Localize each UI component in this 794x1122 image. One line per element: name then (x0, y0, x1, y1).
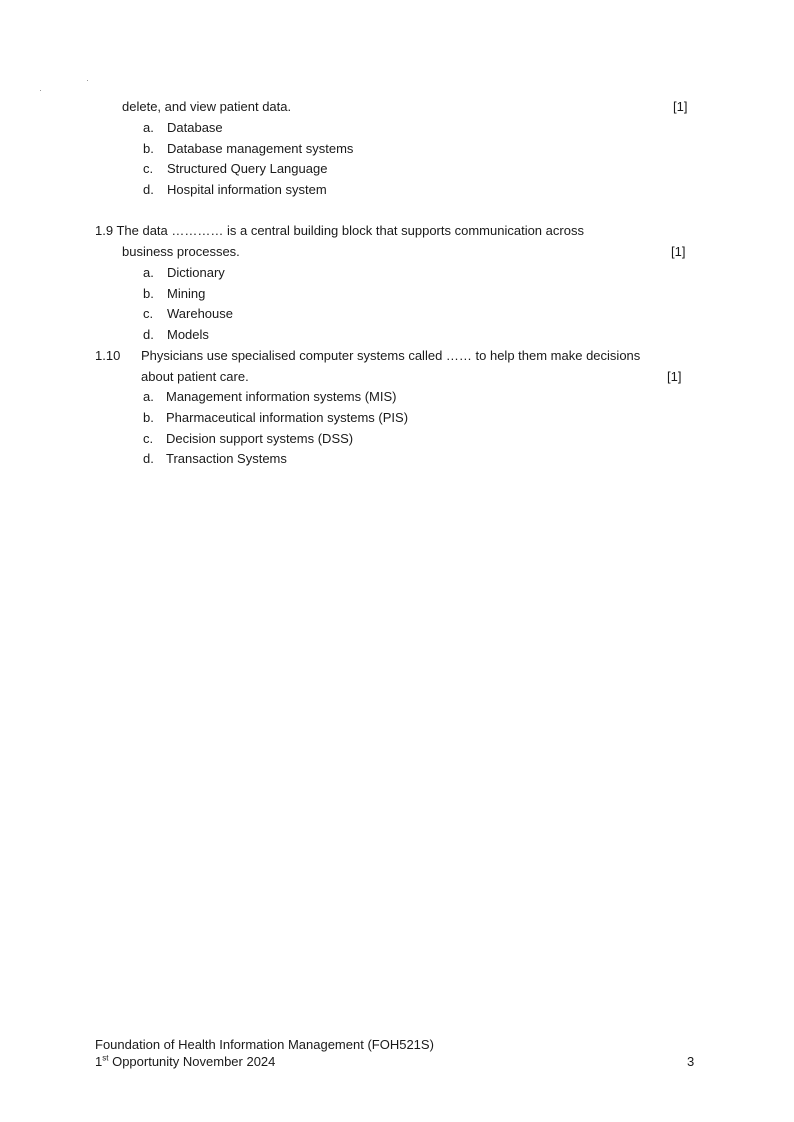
option-letter: a. (143, 389, 154, 404)
question-1-10-number: 1.10 (95, 348, 121, 363)
question-1-9-marks: [1] (671, 244, 686, 259)
option-letter: d. (143, 182, 154, 197)
option-text: Pharmaceutical information systems (PIS) (166, 410, 409, 425)
option-letter: d. (143, 327, 154, 342)
option-letter: b. (143, 410, 154, 425)
option-letter: c. (143, 306, 154, 321)
option-text: Management information systems (MIS) (166, 389, 397, 404)
question-1-9-line2: business processes. (122, 244, 240, 259)
question-1-10-line2: about patient care. (141, 369, 249, 384)
option-text: Mining (167, 286, 206, 301)
option-letter: d. (143, 451, 154, 466)
option-letter: b. (143, 286, 154, 301)
question-marks: [1] (673, 99, 688, 114)
option-text: Database (167, 120, 223, 135)
option-text: Database management systems (167, 141, 354, 156)
question-1-10-line1: Physicians use specialised computer systems called …… to help them make decisions (141, 348, 641, 363)
option-text: Models (167, 327, 209, 342)
option-text: Structured Query Language (167, 161, 328, 176)
option-text: Decision support systems (DSS) (166, 431, 354, 446)
option-text: Transaction Systems (166, 451, 287, 466)
opportunity-text: Opportunity November 2024 (108, 1054, 276, 1069)
option-letter: a. (143, 265, 154, 280)
option-letter: c. (143, 161, 154, 176)
ordinal-number: 1 (95, 1054, 103, 1069)
ordinal-suffix: st (102, 1053, 109, 1063)
option-text: Warehouse (167, 306, 233, 321)
option-letter: a. (143, 120, 154, 135)
page-number: 3 (687, 1054, 695, 1069)
option-text: Hospital information system (167, 182, 327, 197)
footer-opportunity (95, 1054, 275, 1070)
question-1-9-line1: 1.9 The data ………… is a central building block that supports communication across (95, 223, 584, 238)
scan-speck (87, 80, 88, 81)
scan-speck (40, 90, 41, 91)
option-letter: b. (143, 141, 154, 156)
question-continuation: delete, and view patient data. (122, 99, 292, 114)
footer-course: Foundation of Health Information Management (FOH521S) (95, 1037, 434, 1052)
option-letter: c. (143, 431, 154, 446)
question-1-10-marks: [1] (667, 369, 682, 384)
option-text: Dictionary (167, 265, 225, 280)
